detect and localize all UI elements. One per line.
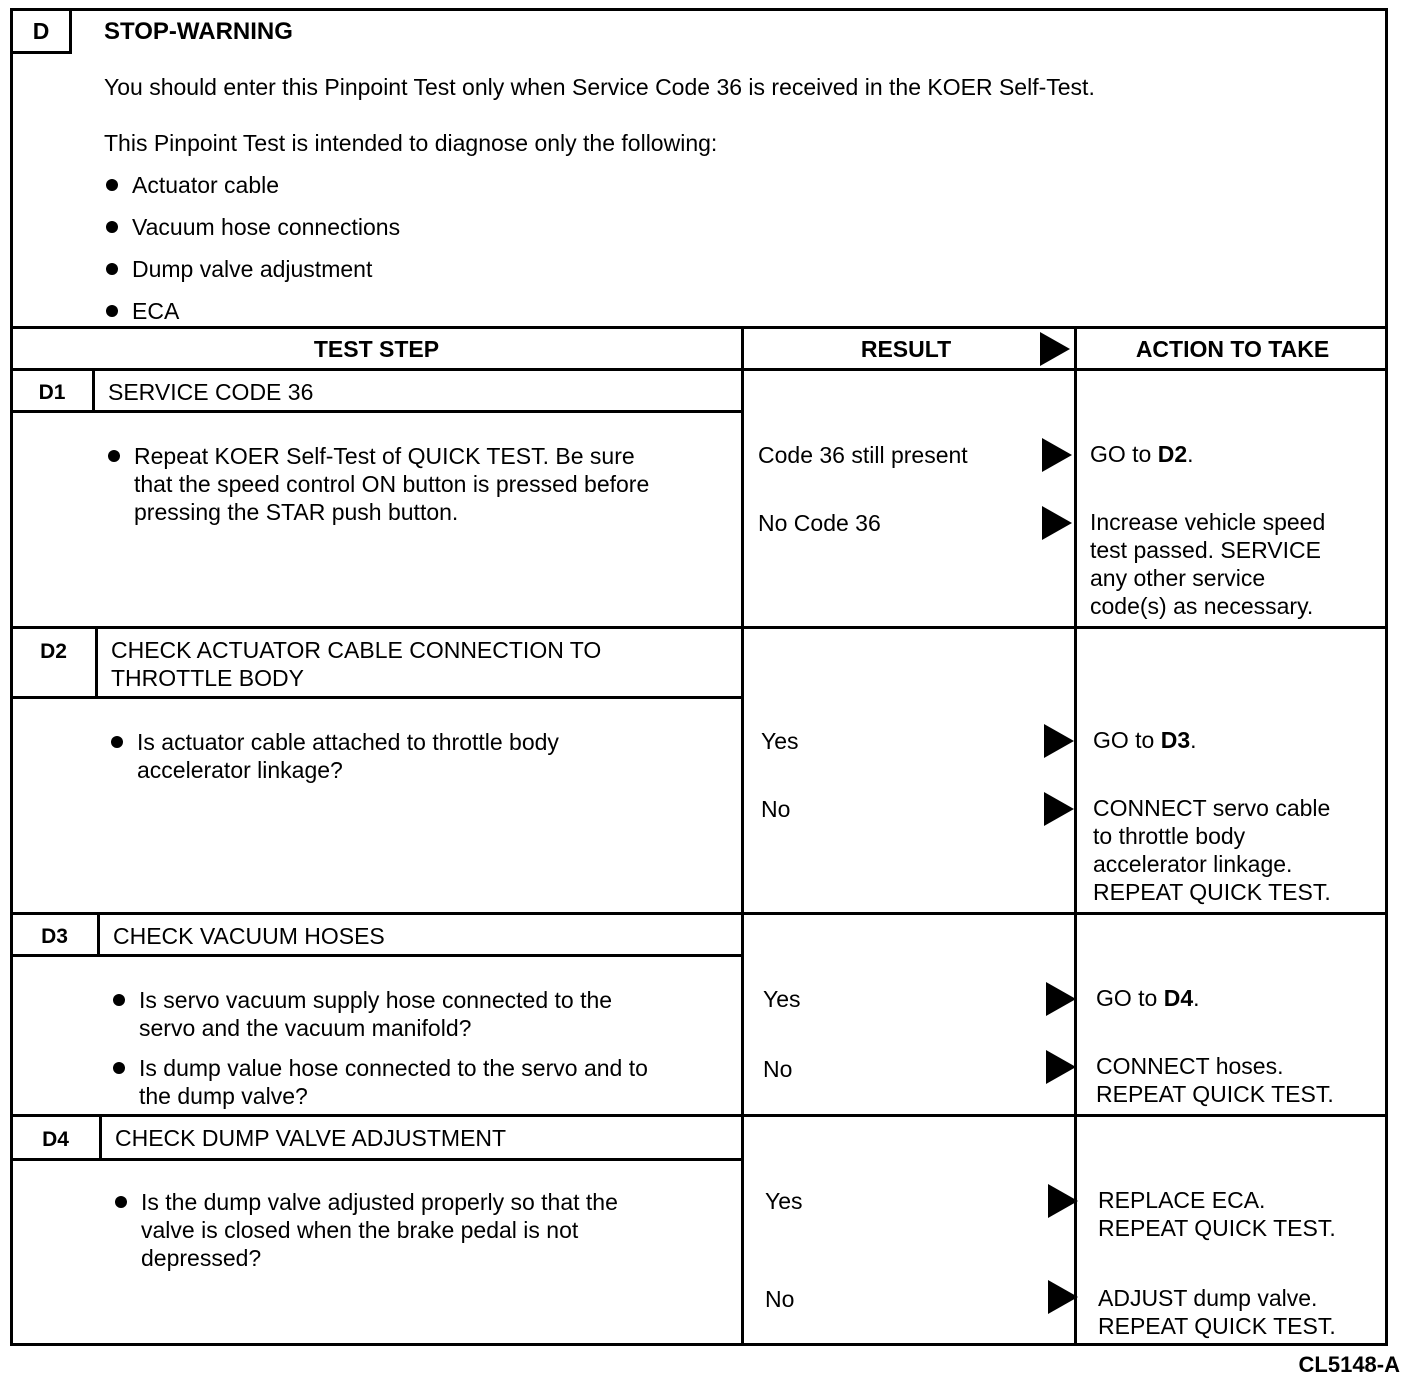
bullet-dot — [111, 736, 123, 748]
scope-bullet: Vacuum hose connections — [106, 214, 400, 241]
intro-text-2: This Pinpoint Test is intended to diagnose only the following: — [104, 130, 718, 156]
bullet-dot — [106, 179, 118, 191]
step-title: CHECK VACUUM HOSES — [113, 923, 385, 949]
step-instruction: Repeat KOER Self-Test of QUICK TEST. Be sure that the speed control ON button is pressed before pressing the STAR push button. — [108, 442, 649, 526]
step-title-rule — [10, 1158, 741, 1161]
step-id-rule — [97, 912, 100, 954]
row-separator — [10, 912, 1388, 915]
bullet-dot — [106, 305, 118, 317]
bullet-dot — [108, 450, 120, 462]
action-text: REPLACE ECA. REPEAT QUICK TEST. — [1098, 1187, 1336, 1241]
result-text: No — [763, 1056, 793, 1082]
bullet-dot — [115, 1196, 127, 1208]
scope-bullet: Dump valve adjustment — [106, 256, 372, 283]
bullet-dot — [113, 1062, 125, 1074]
column-header-action: ACTION TO TAKE — [1135, 336, 1330, 362]
step-id-rule — [92, 368, 95, 410]
column-header-rule — [10, 368, 1388, 371]
step-title-rule — [10, 410, 741, 413]
result-text: Yes — [763, 986, 801, 1012]
scope-bullet: ECA — [106, 298, 179, 325]
arrow-icon — [1048, 1280, 1078, 1314]
step-title: SERVICE CODE 36 — [108, 379, 314, 405]
result-text: No Code 36 — [758, 510, 881, 536]
table-top-rule — [10, 326, 1388, 329]
action-text: GO to D4. — [1096, 985, 1200, 1011]
action-text: CONNECT servo cable to throttle body accelerator linkage. REPEAT QUICK TEST. — [1093, 795, 1331, 905]
bullet-dot — [106, 263, 118, 275]
action-text: ADJUST dump valve. REPEAT QUICK TEST. — [1098, 1285, 1336, 1339]
step-id: D1 — [38, 381, 66, 404]
action-text: Increase vehicle speed test passed. SERVICE any other service code(s) as necessary. — [1090, 509, 1326, 619]
action-text: CONNECT hoses. REPEAT QUICK TEST. — [1096, 1053, 1334, 1107]
step-id: D2 — [40, 640, 67, 663]
column-header-test-step: TEST STEP — [313, 336, 440, 362]
section-title: STOP-WARNING — [104, 18, 293, 45]
step-instruction: Is actuator cable attached to throttle body accelerator linkage? — [111, 728, 559, 784]
action-text: GO to D3. — [1093, 727, 1197, 753]
arrow-icon — [1044, 792, 1074, 826]
step-id: D3 — [41, 925, 68, 948]
intro-text-1: You should enter this Pinpoint Test only when Service Code 36 is received in the KOER Self-Test. — [104, 74, 1095, 100]
result-text: No — [761, 796, 791, 822]
step-title-rule — [10, 696, 741, 699]
bullet-dot — [113, 994, 125, 1006]
scope-bullet: Actuator cable — [106, 172, 279, 199]
arrow-icon — [1044, 724, 1074, 758]
section-letter: D — [10, 8, 72, 54]
result-text: Code 36 still present — [758, 442, 968, 468]
result-text: No — [765, 1286, 795, 1312]
row-separator — [10, 626, 1388, 629]
result-column-rule — [741, 326, 744, 1346]
action-text: GO to D2. — [1090, 441, 1194, 467]
arrow-icon — [1048, 1184, 1078, 1218]
step-title: CHECK DUMP VALVE ADJUSTMENT — [115, 1125, 507, 1151]
row-separator — [10, 1114, 1388, 1117]
step-id-rule — [95, 626, 98, 696]
step-instruction: Is the dump valve adjusted properly so that the valve is closed when the brake pedal is not depressed? — [115, 1188, 618, 1272]
step-id-rule — [99, 1114, 102, 1158]
figure-code: CL5148-A — [1298, 1352, 1400, 1377]
arrow-icon — [1046, 1050, 1076, 1084]
step-title-rule — [10, 954, 741, 957]
result-text: Yes — [765, 1188, 803, 1214]
step-instruction: Is dump value hose connected to the servo and to the dump valve? — [113, 1054, 648, 1110]
arrow-icon — [1046, 982, 1076, 1016]
bullet-dot — [106, 221, 118, 233]
arrow-icon — [1042, 438, 1072, 472]
column-header-result: RESULT — [860, 336, 952, 362]
result-text: Yes — [761, 728, 799, 754]
arrow-icon — [1042, 506, 1072, 540]
step-title: CHECK ACTUATOR CABLE CONNECTION TO THROTTLE BODY — [111, 637, 602, 691]
step-id: D4 — [42, 1128, 69, 1151]
step-instruction: Is servo vacuum supply hose connected to the servo and the vacuum manifold? — [113, 986, 612, 1042]
arrow-icon — [1040, 332, 1070, 366]
